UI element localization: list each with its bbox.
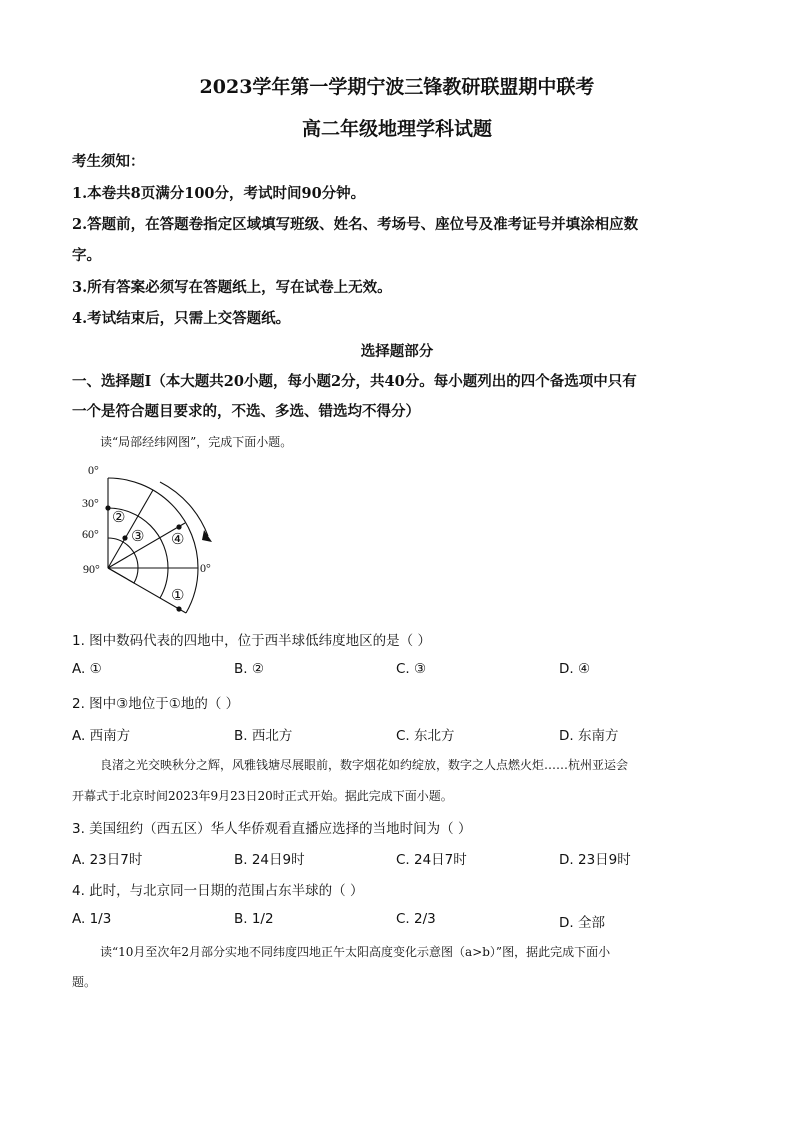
notice-heading: 考生须知： (72, 153, 145, 170)
lat-label-60: 60° (82, 527, 99, 541)
q4-option-c[interactable]: C. 2/3 (396, 911, 436, 927)
exam-title: 2023学年第一学期宁波三锋教研联盟期中联考 (199, 76, 595, 98)
notice-item-2-cont: 字。 (72, 247, 101, 264)
intro-passage-2-line2: 开幕式于北京时间2023年9月23日20时正式开始。据此完成下面小题。 (72, 789, 453, 803)
rotation-arrowhead (202, 530, 212, 542)
notice-item-2: 2.答题前，在答题卷指定区域填写班级、姓名、考场号、座位号及准考证号并填涂相应数 (72, 216, 639, 233)
question-2: 2. 图中③地位于①地的（ ） (72, 696, 240, 712)
point-1-label: ① (171, 588, 185, 604)
section-instruction-1: 一、选择题Ⅰ（本大题共20小题，每小题2分，共40分。每小题列出的四个备选项中只有 (72, 373, 637, 390)
lon-label-0: 0° (200, 561, 211, 575)
point-4-dot (176, 524, 181, 529)
point-4-label: ④ (171, 532, 185, 548)
q3-option-c[interactable]: C. 24日7时 (396, 852, 467, 868)
q2-option-d[interactable]: D. 东南方 (559, 728, 619, 744)
notice-item-1: 1.本卷共8页满分100分，考试时间90分钟。 (72, 185, 366, 202)
exam-subtitle: 高二年级地理学科试题 (301, 118, 492, 140)
section-title: 选择题部分 (360, 343, 434, 360)
q3-option-a[interactable]: A. 23日7时 (72, 852, 143, 868)
notice-item-4: 4.考试结束后，只需上交答题纸。 (72, 310, 291, 327)
q1-option-b[interactable]: B. ② (234, 661, 264, 677)
graticule-figure (80, 460, 230, 620)
q1-option-a[interactable]: A. ① (72, 661, 102, 677)
intro-figure-3-line1: 读“10月至次年2月部分实地不同纬度四地正午太阳高度变化示意图（a>b）”图，据此完成下面小 (100, 945, 611, 959)
question-1: 1. 图中数码代表的四地中，位于西半球低纬度地区的是（ ） (72, 633, 431, 649)
q1-option-c[interactable]: C. ③ (396, 661, 427, 677)
question-3: 3. 美国纽约（西五区）华人华侨观看直播应选择的当地时间为（ ） (72, 821, 472, 837)
intro-passage-2-line1: 良渚之光交映秋分之辉，风雅钱塘尽展眼前，数字烟花如约绽放，数字之人点燃火炬……杭州亚运会 (100, 758, 629, 772)
question-4: 4. 此时，与北京同一日期的范围占东半球的（ ） (72, 883, 364, 899)
q4-option-d[interactable]: D. 全部 (559, 915, 605, 931)
q2-option-a[interactable]: A. 西南方 (72, 728, 131, 744)
point-2-dot (105, 505, 110, 510)
intro-figure1: 读“局部经纬网图”，完成下面小题。 (100, 435, 293, 449)
point-3-label: ③ (131, 529, 145, 545)
lat-label-0: 0° (88, 463, 99, 477)
rotation-arrow (160, 482, 208, 536)
q1-option-d[interactable]: D. ④ (559, 661, 591, 677)
point-1-dot (176, 606, 181, 611)
lat-label-90: 90° (83, 562, 100, 576)
section-instruction-2: 一个是符合题目要求的，不选、多选、错选均不得分） (72, 403, 420, 420)
q4-option-a[interactable]: A. 1/3 (72, 911, 112, 927)
q2-option-c[interactable]: C. 东北方 (396, 728, 455, 744)
notice-item-3: 3.所有答案必须写在答题纸上，写在试卷上无效。 (72, 279, 392, 296)
q4-option-b[interactable]: B. 1/2 (234, 911, 274, 927)
q3-option-b[interactable]: B. 24日9时 (234, 852, 305, 868)
point-3-dot (122, 535, 127, 540)
intro-figure-3-line2: 题。 (72, 975, 97, 989)
point-2-label: ② (112, 510, 126, 526)
q2-option-b[interactable]: B. 西北方 (234, 728, 293, 744)
lat-label-30: 30° (82, 496, 99, 510)
q3-option-d[interactable]: D. 23日9时 (559, 852, 631, 868)
